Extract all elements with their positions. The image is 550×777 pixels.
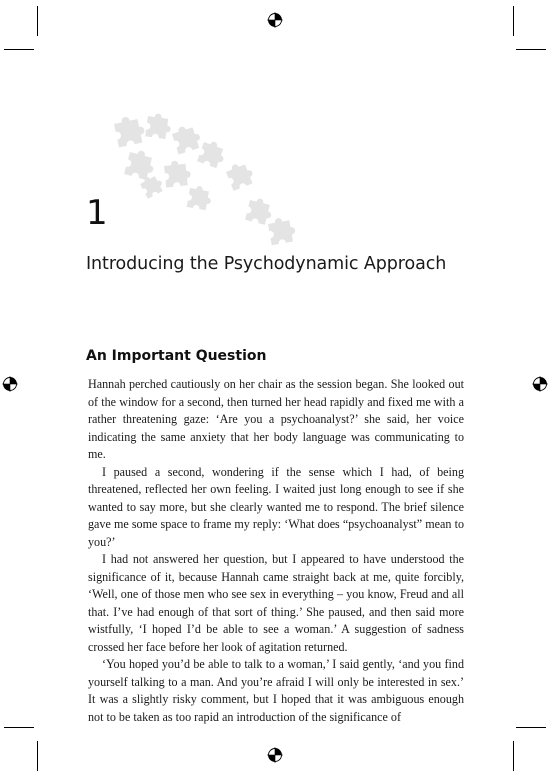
paragraph: Hannah perched cautiously on her chair as the session began. She looked out of the window for a second, then turned her head rapidly and fixed me with a rather threatening gaze: ‘Are you a psychoanalyst?’ she said, her voice indicating the same anxiety that her body language was communicating to me. [88,377,464,461]
body-text [88,376,464,726]
crop-mark-bottom-right-vertical [513,741,514,771]
crop-mark-top-right-horizontal [516,49,546,50]
section-heading: An Important Question [86,348,267,364]
paragraph: ‘You hoped you’d be able to talk to a woman,’ I said gently, ‘and you find yourself talking to a man. And you’re afraid I will only be interested in sex.’ It was a slightly risky comment, but I hoped that it was ambiguous enough not to be taken as too rapid an introduction of the significance of [88,657,464,724]
chapter-number: 1 [86,193,108,233]
paragraph: I paused a second, wondering if the sense which I had, of being threatened, reflected her own feeling. I waited just long enough to see if she wanted to say more, but she clearly wanted me to respond. The brief silence gave me some space to frame my reply: ‘What does “psychoanalyst” mean to you?’ [88,464,464,549]
crop-mark-bottom-right-horizontal [516,727,546,728]
crop-mark-top-right-vertical [513,6,514,36]
crop-mark-bottom-left-vertical [37,741,38,771]
registration-mark-bottom-icon [267,747,283,763]
crop-mark-top-left-horizontal [4,49,34,50]
crop-mark-bottom-left-horizontal [4,727,34,728]
puzzle-pieces-decoration [108,112,314,254]
registration-mark-left-icon [2,376,18,392]
registration-mark-top-icon [267,12,283,28]
chapter-title: Introducing the Psychodynamic Approach [86,254,447,274]
registration-mark-right-icon [532,376,548,392]
crop-mark-top-left-vertical [37,6,38,36]
paragraph: I had not answered her question, but I appeared to have understood the significance of it, because Hannah came straight back at me, quite forcibly, ‘Well, one of those men who see sex in everything – you know, Freud and all that. I’ve had enough of that sort of thing.’ She paused, and then said more wistfully, ‘I hoped I’d be able to see a woman.’ A suggestion of sadness crossed her face before her look of agitation returned. [88,552,464,654]
